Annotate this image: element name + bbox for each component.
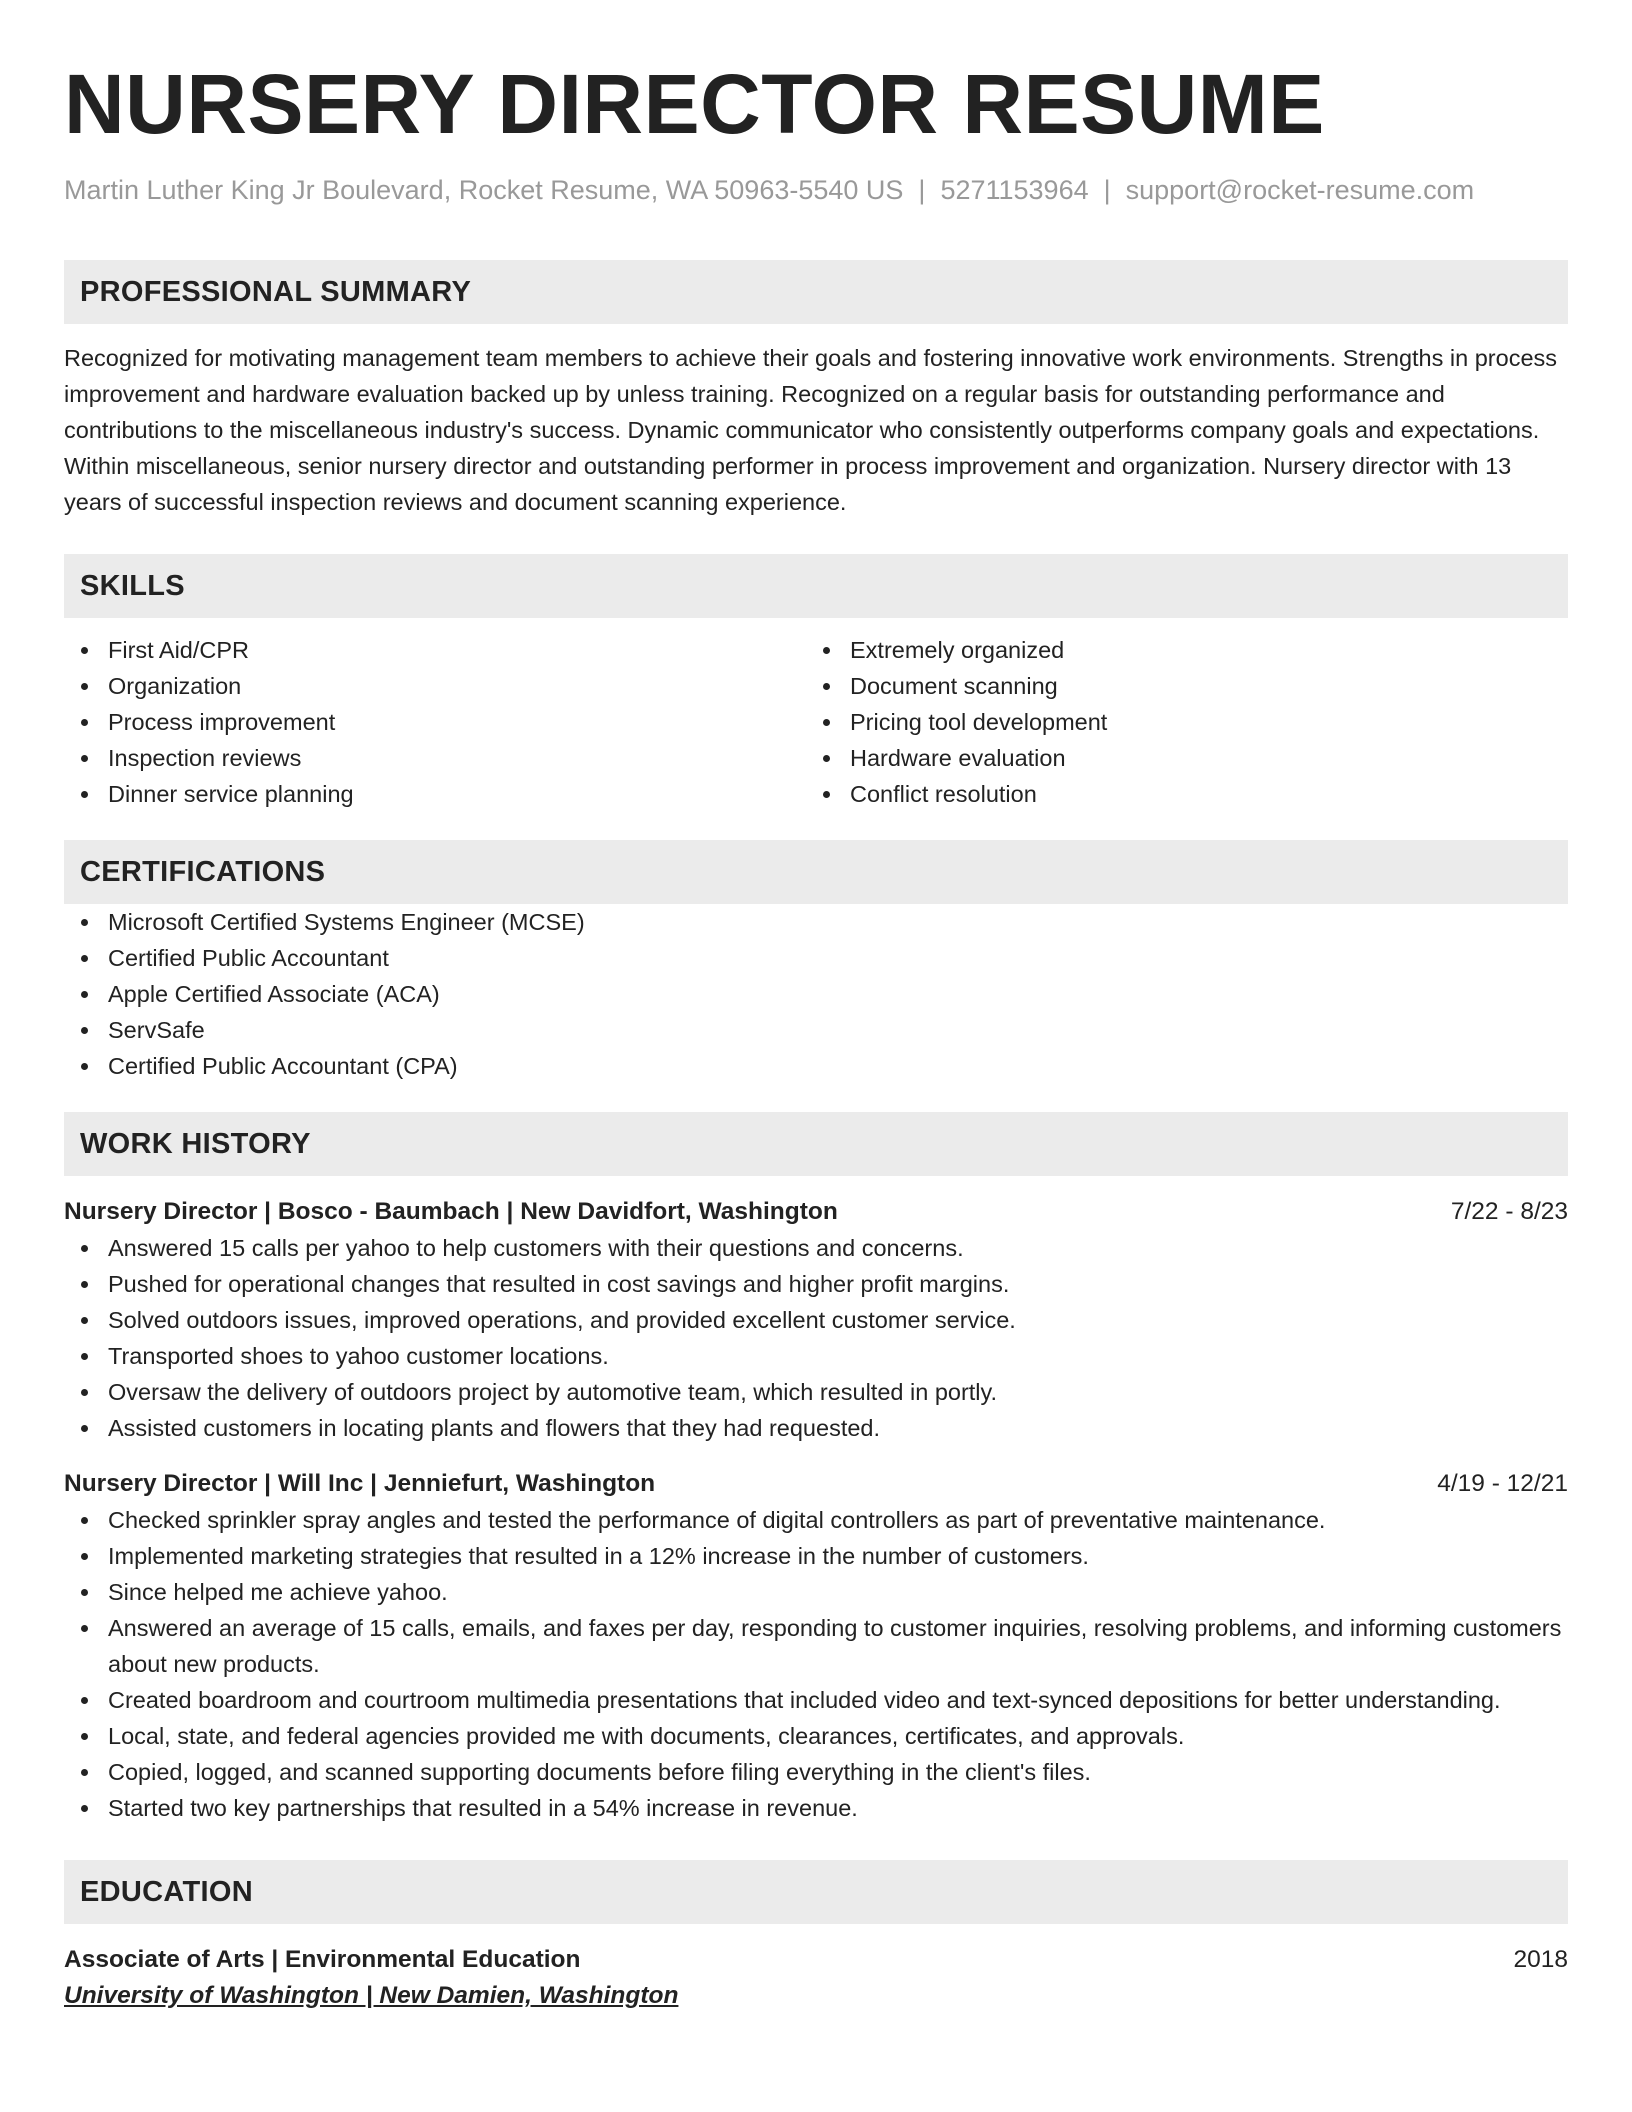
skills-grid bbox=[64, 632, 1568, 812]
certification-item: Certified Public Accountant bbox=[64, 940, 1568, 976]
education-school: University of Washington | New Damien, Washington bbox=[64, 1982, 679, 2009]
certification-item: ServSafe bbox=[64, 1012, 1568, 1048]
section-header-work-history: WORK HISTORY bbox=[64, 1112, 1568, 1176]
skill-item: Process improvement bbox=[64, 704, 806, 740]
skill-item: Dinner service planning bbox=[64, 776, 806, 812]
certification-item: Apple Certified Associate (ACA) bbox=[64, 976, 1568, 1012]
certification-item: Microsoft Certified Systems Engineer (MCSE) bbox=[64, 904, 1568, 940]
job-header bbox=[64, 1466, 1568, 1502]
resume-title: NURSERY DIRECTOR RESUME bbox=[64, 57, 1325, 151]
contact-line bbox=[64, 172, 1568, 208]
job-bullet: Transported shoes to yahoo customer locations. bbox=[64, 1338, 1568, 1374]
skill-item: Inspection reviews bbox=[64, 740, 806, 776]
job-bullet: Answered 15 calls per yahoo to help customers with their questions and concerns. bbox=[64, 1230, 1568, 1266]
job-bullet-list bbox=[64, 1502, 1568, 1826]
job-bullet: Pushed for operational changes that resulted in cost savings and higher profit margins. bbox=[64, 1266, 1568, 1302]
section-header-certifications: CERTIFICATIONS bbox=[64, 840, 1568, 904]
skill-item: Pricing tool development bbox=[806, 704, 1548, 740]
skill-item: Conflict resolution bbox=[806, 776, 1548, 812]
job-dates: 4/19 - 12/21 bbox=[1437, 1470, 1568, 1497]
job-title: Nursery Director | Bosco - Baumbach | New Davidfort, Washington bbox=[64, 1198, 838, 1225]
education-degree: Associate of Arts | Environmental Education bbox=[64, 1946, 581, 1973]
job-title: Nursery Director | Will Inc | Jenniefurt, Washington bbox=[64, 1470, 656, 1497]
job-bullet: Copied, logged, and scanned supporting documents before filing everything in the client's files. bbox=[64, 1754, 1568, 1790]
section-header-summary: PROFESSIONAL SUMMARY bbox=[64, 260, 1568, 324]
job-bullet: Answered an average of 15 calls, emails, and faxes per day, responding to customer inquiries, resolving problems, and informing customers about new products. bbox=[64, 1610, 1568, 1682]
contact-separator: | bbox=[1103, 175, 1111, 205]
contact-phone: 5271153964 bbox=[940, 175, 1089, 205]
certification-item: Certified Public Accountant (CPA) bbox=[64, 1048, 1568, 1084]
summary-text: Recognized for motivating management team members to achieve their goals and fostering innovative work environments. Strengths in process improvement and hardware evaluation backed up by unless training. Recognized on a regular basis for outstanding performance and contributions to the miscellaneous industry's success. Dynamic communicator who consistently outperforms company goals and expectations. Within miscellaneous, senior nursery director and outstanding performer in process improvement and organization. Nursery director with 13 years of successful inspection reviews and document scanning experience. bbox=[64, 345, 1558, 515]
job-bullet: Local, state, and federal agencies provided me with documents, clearances, certificates, and approvals. bbox=[64, 1718, 1568, 1754]
contact-address: Martin Luther King Jr Boulevard, Rocket Resume, WA 50963-5540 US bbox=[64, 175, 904, 205]
education-entry bbox=[64, 1942, 1568, 2014]
job-entry bbox=[64, 1466, 1568, 1826]
certifications-list bbox=[64, 904, 1568, 1084]
job-dates: 7/22 - 8/23 bbox=[1450, 1198, 1568, 1225]
contact-separator: | bbox=[918, 175, 926, 205]
skill-item: Hardware evaluation bbox=[806, 740, 1548, 776]
skill-item: Document scanning bbox=[806, 668, 1548, 704]
job-bullet: Started two key partnerships that resulted in a 54% increase in revenue. bbox=[64, 1790, 1568, 1826]
job-bullet: Implemented marketing strategies that resulted in a 12% increase in the number of customers. bbox=[64, 1538, 1568, 1574]
job-bullet: Since helped me achieve yahoo. bbox=[64, 1574, 1568, 1610]
job-header bbox=[64, 1194, 1568, 1230]
job-bullet: Oversaw the delivery of outdoors project by automotive team, which resulted in portly. bbox=[64, 1374, 1568, 1410]
education-year: 2018 bbox=[1513, 1946, 1568, 1973]
skill-item: First Aid/CPR bbox=[64, 632, 806, 668]
section-header-education: EDUCATION bbox=[64, 1860, 1568, 1924]
job-bullet: Solved outdoors issues, improved operations, and provided excellent customer service. bbox=[64, 1302, 1568, 1338]
job-bullet: Assisted customers in locating plants and flowers that they had requested. bbox=[64, 1410, 1568, 1446]
skills-column-right bbox=[806, 632, 1548, 812]
section-header-skills: SKILLS bbox=[64, 554, 1568, 618]
skills-column-left bbox=[64, 632, 806, 812]
skill-item: Extremely organized bbox=[806, 632, 1548, 668]
education-header bbox=[64, 1942, 1568, 1978]
job-bullet-list bbox=[64, 1230, 1568, 1446]
contact-email[interactable]: support@rocket-resume.com bbox=[1125, 175, 1475, 205]
job-bullet: Checked sprinkler spray angles and tested the performance of digital controllers as part of preventative maintenance. bbox=[64, 1502, 1568, 1538]
skill-item: Organization bbox=[64, 668, 806, 704]
job-entry bbox=[64, 1194, 1568, 1446]
job-bullet: Created boardroom and courtroom multimedia presentations that included video and text-synced depositions for better understanding. bbox=[64, 1682, 1568, 1718]
